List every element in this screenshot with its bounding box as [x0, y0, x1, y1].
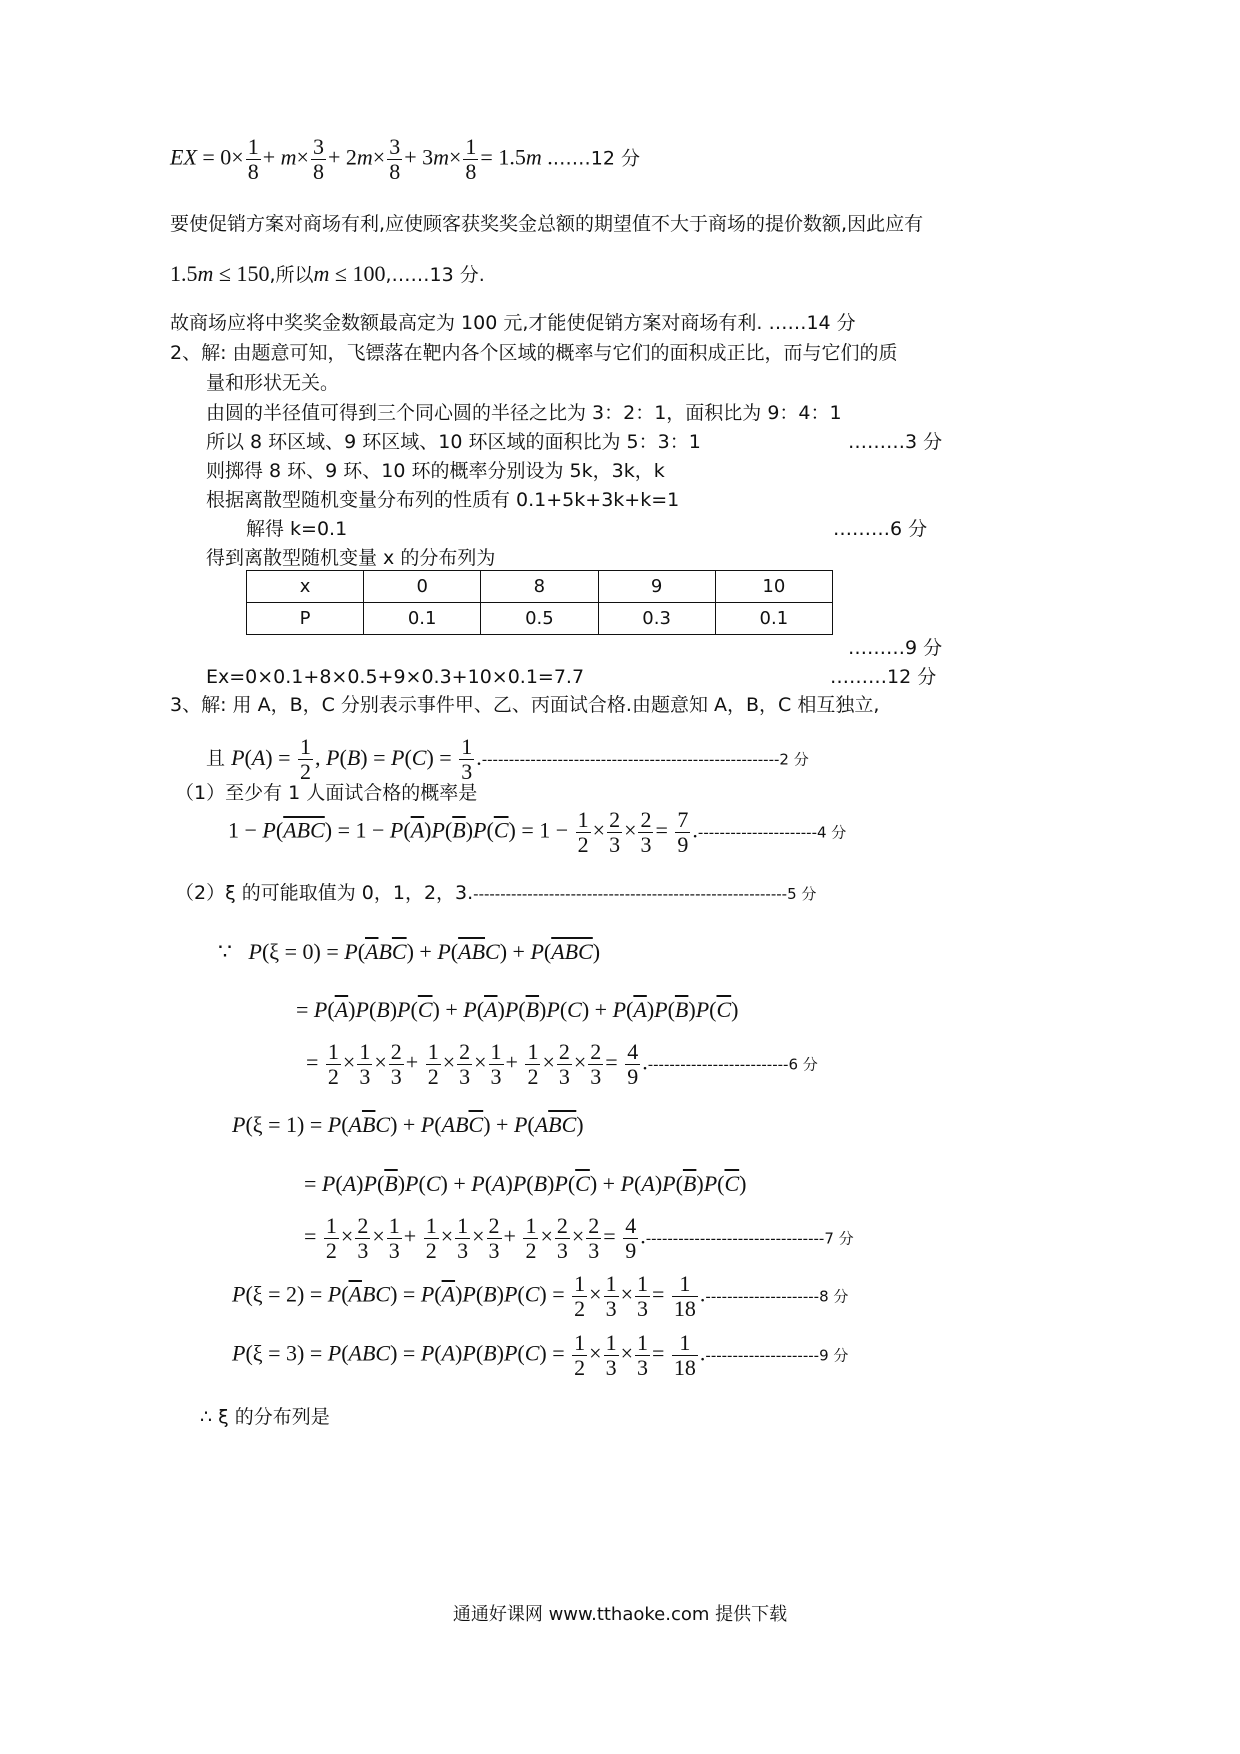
section3-head: 3、解: 用 A，B，C 分别表示事件甲、乙、丙面试合格.由题意知 A，B，C 相互独立, [170, 694, 880, 716]
p1-line1: $P(\xi = 1) = P(A\overline{B}C) + P(AB\overline{C}) + P(A\overline{BC})$ [232, 1112, 584, 1137]
section2-line3: 则掷得 8 环、9 环、10 环的概率分别设为 5k，3k，k [206, 460, 665, 482]
p1-points: ---------------------------------7 分 [645, 1229, 854, 1248]
p0-line1: ∵ $P(\xi = 0) = P(\overline{A}B\overline{C}) + P(\overline{AB}C) + P(\overline{ABC})$ [218, 939, 601, 964]
section2-line1: 由圆的半径值可得到三个同心圆的半径之比为 3：2：1，面积比为 9：4：1 [206, 402, 842, 424]
ex-formula-1: EX = 0× $\frac{1}{8}$ + m× $\frac{3}{8}$ + 2m× $\frac{3}{8}$ + 3m× $\frac{1}{8}$ = 1.5m .……12 分 [170, 134, 640, 184]
section3-given: 且 P(A) = $\frac{1}{2}$ , P(B) = P(C) = $\frac{1}{3}$ .-------------------------------------------------------2 分 [206, 734, 809, 784]
section2-line2: 所以 8 环区域、9 环区域、10 环区域的面积比为 5：3：1 [206, 431, 701, 453]
table-cell: 0.1 [715, 603, 832, 635]
table-cell: 10 [715, 571, 832, 603]
p1-line2: = $P(A)P(\overline{B})P(C) + P(A)P(B)P(\overline{C}) + P(A)P(\overline{B})P(\overline{C})$ [304, 1171, 747, 1196]
section2-points-6: ………6 分 [833, 518, 928, 540]
section2-head: 2、解: 由题意可知，飞镖落在靶内各个区域的概率与它们的面积成正比，而与它们的质 [170, 342, 898, 364]
section2-line5: 解得 k=0.1 [246, 518, 348, 540]
table-cell: 8 [481, 571, 598, 603]
table-cell: x [247, 571, 364, 603]
section2-line4: 根据离散型随机变量分布列的性质有 0.1+5k+3k+k=1 [206, 489, 680, 511]
page-footer: 通通好课网 www.tthaoke.com 提供下载 [452, 1604, 788, 1625]
p0-line3: = $\frac{1}{2}$ × $\frac{1}{3}$ × $\frac{2}{3}$ + $\frac{1}{2}$ × $\frac{2}{3}$ × $\frac{1}{3}$ + $\frac{1}{2}$ × $\frac{2}{3}$ × $\frac{2}{3}$ = $\frac{4}{9}$ .--------------------------6 分 [306, 1039, 818, 1089]
ex-points: ……12 分 [552, 147, 640, 170]
p0-line2: = $P(\overline{A})P(B)P(\overline{C}) + P(\overline{A})P(\overline{B})P(C) + P(\overline{A})P(\overline{B})P(\overline{C})$ [296, 997, 739, 1022]
section2-points-3: ………3 分 [848, 431, 943, 453]
table-cell: 9 [598, 571, 715, 603]
section3-q2: （2）ξ 的可能取值为 0，1，2，3.----------------------------------------------------------5 分 [175, 882, 817, 904]
p0-points: --------------------------6 分 [647, 1055, 818, 1074]
distribution-table [246, 570, 833, 635]
table-row [247, 603, 833, 635]
section2-line6: 得到离散型随机变量 x 的分布列为 [206, 547, 496, 569]
p3-points: ---------------------9 分 [705, 1346, 849, 1365]
section2-ex-line: Ex=0×0.1+8×0.5+9×0.3+10×0.1=7.7 [206, 666, 585, 688]
section2-cont: 量和形状无关。 [206, 372, 340, 394]
given-points: -------------------------------------------------------2 分 [481, 750, 809, 769]
table-row [247, 571, 833, 603]
dist-label: ∴ ξ 的分布列是 [200, 1406, 330, 1428]
section1-text: 要使促销方案对商场有利,应使顾客获奖奖金总额的期望值不大于商场的提价数额,因此应有 [170, 213, 924, 235]
p2-points: ---------------------8 分 [705, 1287, 849, 1306]
section1-conclusion: 故商场应将中奖奖金数额最高定为 100 元,才能使促销方案对商场有利. ……14 分 [170, 312, 856, 334]
section1-inequality: 1.5m ≤ 150,所以m ≤ 100,……13 分. [170, 261, 485, 286]
table-cell: P [247, 603, 364, 635]
q1-formula: $1 - P(\overline{ABC}) = 1 - P(\overline{A})P(\overline{B})P(\overline{C}) = 1$ − $\frac{1}{2}$ × $\frac{2}{3}$ × $\frac{2}{3}$ = $\frac{7}{9}$ .----------------------4 分 [228, 807, 847, 857]
table-cell: 0.1 [364, 603, 481, 635]
p2-line: $P(\xi = 2) = P(\overline{A}BC) = P(\overline{A})P(B)P(C)$ = $\frac{1}{2}$ × $\frac{1}{3}$ × $\frac{1}{3}$ = $\frac{1}{18}$ .---------------------8 分 [232, 1271, 849, 1321]
section3-q1: （1）至少有 1 人面试合格的概率是 [175, 782, 478, 804]
section2-points-9: ………9 分 [848, 637, 943, 659]
table-cell: 0.3 [598, 603, 715, 635]
p3-line: P(ξ = 3) = P(ABC) = P(A)P(B)P(C) = $\frac{1}{2}$ × $\frac{1}{3}$ × $\frac{1}{3}$ = $\frac{1}{18}$ .---------------------9 分 [232, 1330, 849, 1380]
q2-points: ----------------------------------------------------------5 分 [473, 885, 817, 903]
table-cell: 0 [364, 571, 481, 603]
p1-line3: = $\frac{1}{2}$ × $\frac{2}{3}$ × $\frac{1}{3}$ + $\frac{1}{2}$ × $\frac{1}{3}$ × $\frac{2}{3}$ + $\frac{1}{2}$ × $\frac{2}{3}$ × $\frac{2}{3}$ = $\frac{4}{9}$ .---------------------------------7 分 [304, 1213, 854, 1263]
table-cell: 0.5 [481, 603, 598, 635]
section2-points-12: ………12 分 [830, 666, 937, 688]
q1-points: ----------------------4 分 [697, 823, 847, 842]
ineq-points: ,……13 分. [385, 264, 485, 286]
